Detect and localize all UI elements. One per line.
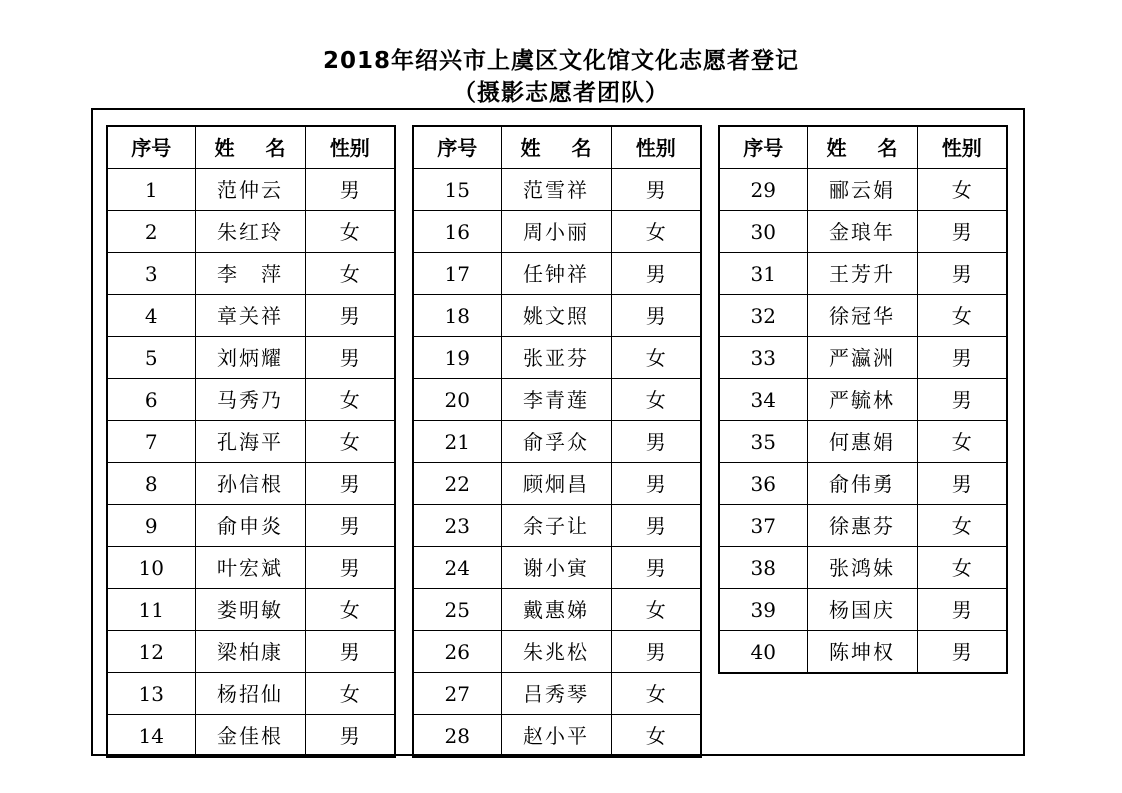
table-row	[719, 463, 1007, 505]
cell-name: 严瀛洲	[807, 337, 917, 379]
cell-gender: 男	[611, 169, 701, 211]
table-row	[413, 673, 701, 715]
cell-name: 顾炯昌	[501, 463, 611, 505]
cell-number: 40	[719, 631, 807, 674]
cell-number: 7	[107, 421, 195, 463]
table-row	[413, 715, 701, 758]
cell-gender: 女	[305, 379, 395, 421]
cell-number: 10	[107, 547, 195, 589]
page-title: 2018年绍兴市上虞区文化馆文化志愿者登记	[322, 48, 799, 74]
cell-gender: 男	[917, 379, 1007, 421]
cell-number: 19	[413, 337, 501, 379]
cell-number: 30	[719, 211, 807, 253]
cell-number: 33	[719, 337, 807, 379]
table-row	[413, 211, 701, 253]
cell-number: 39	[719, 589, 807, 631]
table-header-row	[719, 126, 1007, 169]
cell-number: 8	[107, 463, 195, 505]
cell-name: 余子让	[501, 505, 611, 547]
table-header-row	[107, 126, 395, 169]
cell-name: 李 萍	[195, 253, 305, 295]
cell-name: 范仲云	[195, 169, 305, 211]
cell-name: 孙信根	[195, 463, 305, 505]
cell-number: 28	[413, 715, 501, 758]
table-row	[107, 169, 395, 211]
cell-name: 叶宏斌	[195, 547, 305, 589]
cell-gender: 男	[305, 631, 395, 673]
cell-number: 25	[413, 589, 501, 631]
cell-name: 赵小平	[501, 715, 611, 758]
table-row	[413, 631, 701, 673]
header-number: 序号	[413, 126, 501, 169]
cell-gender: 女	[611, 337, 701, 379]
cell-name: 梁柏康	[195, 631, 305, 673]
cell-gender: 女	[305, 421, 395, 463]
cell-gender: 女	[917, 421, 1007, 463]
cell-number: 22	[413, 463, 501, 505]
cell-name: 张亚芬	[501, 337, 611, 379]
cell-number: 21	[413, 421, 501, 463]
cell-gender: 男	[305, 715, 395, 758]
table-row	[107, 631, 395, 673]
cell-gender: 男	[611, 421, 701, 463]
cell-number: 38	[719, 547, 807, 589]
cell-gender: 男	[917, 337, 1007, 379]
header-number: 序号	[719, 126, 807, 169]
cell-name: 姚文照	[501, 295, 611, 337]
cell-name: 王芳升	[807, 253, 917, 295]
cell-name: 娄明敏	[195, 589, 305, 631]
cell-gender: 男	[305, 505, 395, 547]
table-row	[719, 631, 1007, 674]
cell-name: 徐冠华	[807, 295, 917, 337]
volunteer-table-1	[106, 125, 396, 758]
cell-gender: 女	[611, 673, 701, 715]
table-row	[719, 421, 1007, 463]
cell-name: 刘炳耀	[195, 337, 305, 379]
cell-name: 杨国庆	[807, 589, 917, 631]
cell-gender: 女	[611, 211, 701, 253]
cell-gender: 男	[917, 463, 1007, 505]
header-name: 姓 名	[807, 126, 917, 169]
cell-gender: 男	[305, 547, 395, 589]
cell-name: 俞申炎	[195, 505, 305, 547]
cell-number: 18	[413, 295, 501, 337]
table-row	[719, 295, 1007, 337]
cell-number: 3	[107, 253, 195, 295]
cell-name: 金琅年	[807, 211, 917, 253]
table-row	[719, 169, 1007, 211]
cell-number: 20	[413, 379, 501, 421]
table-row	[107, 547, 395, 589]
cell-name: 周小丽	[501, 211, 611, 253]
table-row	[107, 715, 395, 758]
table-row	[107, 253, 395, 295]
cell-number: 13	[107, 673, 195, 715]
cell-name: 俞孚众	[501, 421, 611, 463]
cell-name: 戴惠娣	[501, 589, 611, 631]
cell-gender: 男	[611, 631, 701, 673]
cell-gender: 男	[611, 463, 701, 505]
table-row	[413, 421, 701, 463]
cell-gender: 女	[917, 169, 1007, 211]
table-row	[413, 253, 701, 295]
cell-number: 2	[107, 211, 195, 253]
cell-name: 吕秀琴	[501, 673, 611, 715]
cell-name: 杨招仙	[195, 673, 305, 715]
cell-number: 6	[107, 379, 195, 421]
table-row	[719, 379, 1007, 421]
table-row	[413, 337, 701, 379]
volunteer-table-2	[412, 125, 702, 758]
cell-gender: 男	[611, 547, 701, 589]
table-row	[413, 379, 701, 421]
cell-number: 34	[719, 379, 807, 421]
table-row	[107, 463, 395, 505]
page-subtitle: （摄影志愿者团队）	[453, 80, 669, 106]
cell-name: 任钟祥	[501, 253, 611, 295]
cell-gender: 女	[305, 673, 395, 715]
table-row	[719, 505, 1007, 547]
cell-name: 郦云娟	[807, 169, 917, 211]
cell-number: 27	[413, 673, 501, 715]
cell-name: 孔海平	[195, 421, 305, 463]
cell-number: 32	[719, 295, 807, 337]
cell-name: 章关祥	[195, 295, 305, 337]
cell-number: 15	[413, 169, 501, 211]
cell-number: 1	[107, 169, 195, 211]
cell-gender: 女	[611, 715, 701, 758]
header-name: 姓 名	[501, 126, 611, 169]
cell-gender: 男	[305, 295, 395, 337]
cell-name: 马秀乃	[195, 379, 305, 421]
cell-number: 29	[719, 169, 807, 211]
cell-gender: 女	[917, 295, 1007, 337]
cell-name: 陈坤权	[807, 631, 917, 674]
table-row	[719, 547, 1007, 589]
table-row	[413, 295, 701, 337]
table-row	[413, 505, 701, 547]
cell-number: 23	[413, 505, 501, 547]
cell-gender: 女	[611, 589, 701, 631]
table-row	[107, 295, 395, 337]
cell-name: 谢小寅	[501, 547, 611, 589]
cell-name: 朱红玲	[195, 211, 305, 253]
table-row	[719, 589, 1007, 631]
table-row	[107, 673, 395, 715]
table-row	[413, 547, 701, 589]
cell-gender: 女	[305, 211, 395, 253]
cell-number: 36	[719, 463, 807, 505]
volunteer-table-3	[718, 125, 1008, 674]
cell-gender: 男	[611, 295, 701, 337]
cell-name: 范雪祥	[501, 169, 611, 211]
cell-number: 9	[107, 505, 195, 547]
cell-number: 16	[413, 211, 501, 253]
cell-gender: 男	[917, 253, 1007, 295]
table-row	[719, 337, 1007, 379]
table-row	[719, 211, 1007, 253]
header-gender: 性别	[305, 126, 395, 169]
cell-number: 4	[107, 295, 195, 337]
cell-gender: 女	[305, 253, 395, 295]
cell-gender: 男	[917, 211, 1007, 253]
table-row	[107, 505, 395, 547]
cell-number: 5	[107, 337, 195, 379]
cell-gender: 男	[305, 337, 395, 379]
table-row	[107, 421, 395, 463]
table-row	[107, 589, 395, 631]
table-row	[107, 211, 395, 253]
table-row	[413, 589, 701, 631]
cell-gender: 男	[917, 589, 1007, 631]
table-row	[413, 169, 701, 211]
cell-number: 12	[107, 631, 195, 673]
cell-gender: 男	[611, 253, 701, 295]
cell-number: 11	[107, 589, 195, 631]
table-row	[719, 253, 1007, 295]
cell-name: 徐惠芬	[807, 505, 917, 547]
cell-name: 俞伟勇	[807, 463, 917, 505]
cell-number: 35	[719, 421, 807, 463]
table-header-row	[413, 126, 701, 169]
cell-gender: 女	[611, 379, 701, 421]
cell-gender: 女	[305, 589, 395, 631]
cell-number: 26	[413, 631, 501, 673]
cell-name: 严毓林	[807, 379, 917, 421]
cell-name: 金佳根	[195, 715, 305, 758]
table-row	[107, 337, 395, 379]
cell-number: 37	[719, 505, 807, 547]
cell-name: 朱兆松	[501, 631, 611, 673]
cell-gender: 男	[305, 463, 395, 505]
cell-number: 31	[719, 253, 807, 295]
cell-gender: 女	[917, 547, 1007, 589]
cell-number: 17	[413, 253, 501, 295]
header-number: 序号	[107, 126, 195, 169]
table-row	[107, 379, 395, 421]
cell-name: 张鸿妹	[807, 547, 917, 589]
cell-gender: 女	[917, 505, 1007, 547]
header-gender: 性别	[611, 126, 701, 169]
cell-number: 24	[413, 547, 501, 589]
table-row	[413, 463, 701, 505]
header-name: 姓 名	[195, 126, 305, 169]
cell-gender: 男	[611, 505, 701, 547]
cell-gender: 男	[305, 169, 395, 211]
cell-name: 李青莲	[501, 379, 611, 421]
cell-name: 何惠娟	[807, 421, 917, 463]
header-gender: 性别	[917, 126, 1007, 169]
cell-number: 14	[107, 715, 195, 758]
cell-gender: 男	[917, 631, 1007, 674]
